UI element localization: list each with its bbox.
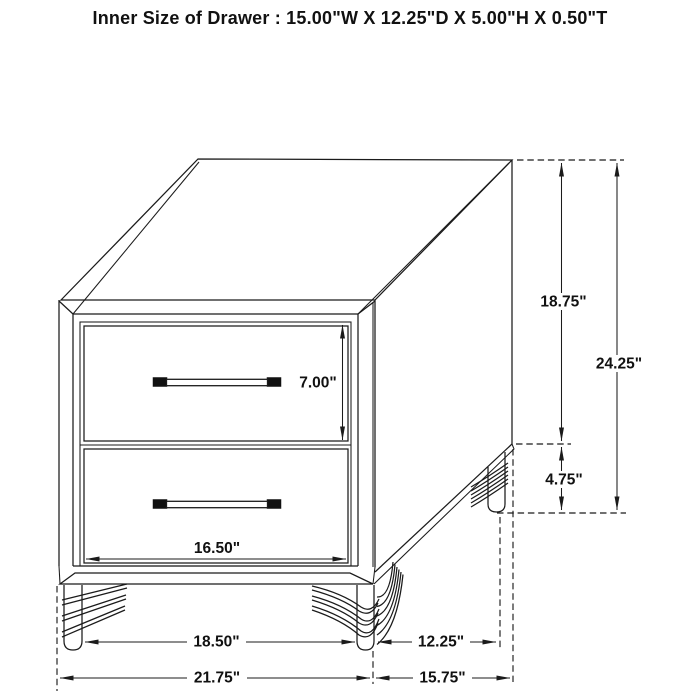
nightstand-drawing xyxy=(59,159,514,650)
dim-side-leg-spacing xyxy=(378,633,496,651)
dim-label-overall-depth: 15.75" xyxy=(419,669,466,687)
dim-label-overall-width: 21.75" xyxy=(193,669,241,687)
handle-bar xyxy=(167,379,268,385)
legs xyxy=(64,452,505,650)
back-right-leg xyxy=(488,452,505,512)
drawer-top-handle[interactable] xyxy=(153,378,281,387)
dim-leg-height xyxy=(541,447,587,510)
dim-label-drawer-opening-height: 7.00" xyxy=(299,374,337,392)
top-face xyxy=(59,159,512,314)
top-slab-edge-right xyxy=(358,163,509,314)
drawer-bottom-handle[interactable] xyxy=(153,500,281,509)
dim-front-leg-spacing xyxy=(85,633,355,651)
dim-overall-height xyxy=(591,163,647,510)
handle-end-cap xyxy=(153,378,167,387)
base-molding-seam-right xyxy=(373,567,375,584)
handle-bar xyxy=(167,501,268,507)
wire-bar-left-2 xyxy=(62,595,126,621)
dim-label-overall-height: 24.25" xyxy=(595,355,643,373)
top-bevel-left xyxy=(59,301,73,314)
base-molding xyxy=(60,573,373,584)
dim-drawer-front-width xyxy=(86,540,346,559)
dim-label-leg-height: 4.75" xyxy=(545,471,583,489)
handle-end-cap xyxy=(267,378,281,387)
base-molding-seam-left xyxy=(59,566,60,584)
drawer-opening-frame xyxy=(80,322,351,566)
handle-end-cap xyxy=(153,500,167,509)
top-slab-edge-left xyxy=(73,162,199,314)
dim-top-to-base-height xyxy=(536,163,591,441)
side-bottom-edge-outer xyxy=(374,444,514,584)
dim-label-side-leg-spacing: 12.25" xyxy=(417,633,465,651)
page-title: Inner Size of Drawer : 15.00"W X 12.25"D X 5.00"H X 0.50"T xyxy=(92,8,608,28)
side-bottom-edge xyxy=(375,444,512,572)
dim-overall-width xyxy=(60,669,370,687)
wire-base xyxy=(62,463,508,645)
dim-label-drawer-front-width: 16.50" xyxy=(193,540,241,557)
side-panel xyxy=(374,160,514,584)
dimension-annotations xyxy=(57,160,647,691)
handle-end-cap xyxy=(267,500,281,509)
dim-overall-depth xyxy=(376,669,510,687)
top-face-outline xyxy=(61,159,512,300)
dim-label-front-leg-spacing: 18.50" xyxy=(193,633,240,651)
dim-label-top-to-base-height: 18.75" xyxy=(540,293,587,311)
dim-drawer-opening-height xyxy=(294,325,343,440)
